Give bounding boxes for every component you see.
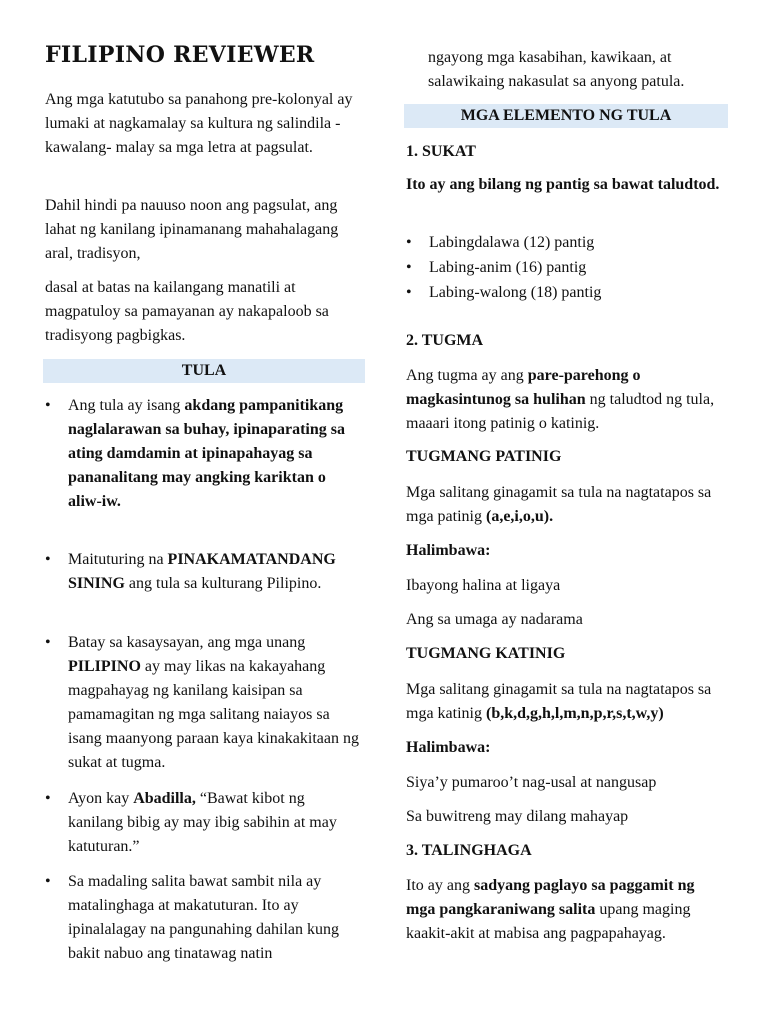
bullet-icon: • bbox=[45, 397, 51, 414]
tula-bullet-5 bbox=[45, 870, 363, 966]
bullet-icon: • bbox=[45, 634, 51, 651]
tugmang-patinig-heading: TUGMANG PATINIG bbox=[406, 448, 562, 465]
intro-paragraph-2: Dahil hindi pa nauuso noon ang pagsulat, ang lahat ng kanilang ipinamanang mahahalagang aral, tradisyon, bbox=[45, 197, 339, 262]
bullet-text: ay may likas na kakayahang magpahayag ng kanilang kaisipan sa pamamagitan ng mga salitang naiayos sa isang maanyong paraan kaya kinakakitaan ng sukat at tugma. bbox=[68, 658, 359, 771]
list-item bbox=[406, 280, 726, 305]
patinig-example-label: Halimbawa: bbox=[406, 542, 491, 559]
patinig-example-1: Ibayong halina at ligaya bbox=[406, 577, 561, 594]
bullet-icon: • bbox=[45, 790, 51, 807]
continuation-paragraph: ngayong mga kasabihan, kawikaan, at salawikaing nakasulat sa anyong patula. bbox=[428, 49, 685, 90]
bullet-text: Batay sa kasaysayan, ang mga unang bbox=[68, 634, 306, 651]
section-header-tula: TULA bbox=[43, 359, 365, 383]
bullet-icon: • bbox=[45, 873, 51, 890]
list-item-text: Labing-anim (16) pantig bbox=[429, 259, 587, 276]
katinig-example-2: Sa buwitreng may dilang mahayap bbox=[406, 808, 629, 825]
patinig-example-2: Ang sa umaga ay nadarama bbox=[406, 611, 583, 628]
katinig-example-1: Siya’y pumaroo’t nag-usal at nangusap bbox=[406, 774, 657, 791]
list-item-text: Labingdalawa (12) pantig bbox=[429, 234, 595, 251]
tugmang-katinig-heading: TUGMANG KATINIG bbox=[406, 645, 566, 662]
katinig-definition: Mga salitang ginagamit sa tula na nagtatapos sa mga katinig (b,k,d,g,h,l,m,n,p,r,s,t,w,y) bbox=[406, 681, 712, 722]
page-title: FILIPINO REVIEWER bbox=[45, 42, 315, 68]
section-header-elements: MGA ELEMENTO NG TULA bbox=[404, 104, 728, 128]
sukat-definition: Ito ay ang bilang ng pantig sa bawat taludtod. bbox=[406, 176, 720, 193]
bullet-icon: • bbox=[45, 551, 51, 568]
tula-bullet-1 bbox=[45, 394, 363, 514]
bullet-text: Ang tula ay isang bbox=[68, 397, 185, 414]
bullet-text: Ayon kay bbox=[68, 790, 134, 807]
tugma-heading: 2. TUGMA bbox=[406, 332, 484, 349]
bullet-text-bold: akdang pampanitikang naglalarawan sa buhay, ipinaparating sa ating damdamin at ipinapahayag sa pananalitang may angking kariktan o aliw-iw. bbox=[68, 397, 345, 510]
bullet-text-bold: Abadilla, bbox=[133, 790, 196, 807]
list-item bbox=[406, 255, 726, 280]
bullet-text: ang tula sa kulturang Pilipino. bbox=[124, 575, 322, 592]
talinghaga-heading: 3. TALINGHAGA bbox=[406, 842, 532, 859]
intro-paragraph-3: dasal at batas na kailangang manatili at magpatuloy sa pamayanan ay nakapaloob sa tradisyong pagbigkas. bbox=[45, 279, 329, 344]
list-item-text: Labing-walong (18) pantig bbox=[429, 284, 602, 301]
bullet-text: Maituturing na bbox=[68, 551, 168, 568]
tula-bullet-4 bbox=[45, 787, 363, 859]
bullet-text: “Bawat kibot ng kanilang bibig ay may ibig sabihin at may katuturan.” bbox=[68, 790, 337, 855]
bullet-text: Sa madaling salita bawat sambit nila ay matalinghaga at makatuturan. Ito ay ipinalalagay na pangunahing dahilan kung bakit nabuo ang tinatawag natin bbox=[68, 873, 340, 962]
katinig-example-label: Halimbawa: bbox=[406, 739, 491, 756]
sukat-heading: 1. SUKAT bbox=[406, 143, 476, 160]
patinig-definition: Mga salitang ginagamit sa tula na nagtatapos sa mga patinig (a,e,i,o,u). bbox=[406, 484, 712, 525]
tula-bullet-3 bbox=[45, 631, 363, 775]
bullet-icon: • bbox=[406, 234, 412, 251]
tugma-definition: Ang tugma ay ang pare-parehong o magkasintunog sa hulihan ng taludtod ng tula, maaari itong patinig o katinig. bbox=[406, 367, 715, 432]
list-item bbox=[406, 230, 726, 255]
tula-bullet-2 bbox=[45, 548, 363, 596]
bullet-icon: • bbox=[406, 284, 412, 301]
bullet-text-bold: PILIPINO bbox=[68, 658, 141, 675]
intro-paragraph-1: Ang mga katutubo sa panahong pre-kolonyal ay lumaki at nagkamalay sa kultura ng salindila - kawalang- malay sa mga letra at pagsulat. bbox=[45, 91, 353, 156]
sukat-list bbox=[406, 230, 726, 305]
talinghaga-definition: Ito ay ang sadyang paglayo sa paggamit ng mga pangkaraniwang salita upang maging kaakit-akit at mabisa ang pagpapahayag. bbox=[406, 877, 695, 942]
bullet-icon: • bbox=[406, 259, 412, 276]
bullet-text-bold: PINAKAMATANDANG SINING bbox=[68, 551, 336, 592]
